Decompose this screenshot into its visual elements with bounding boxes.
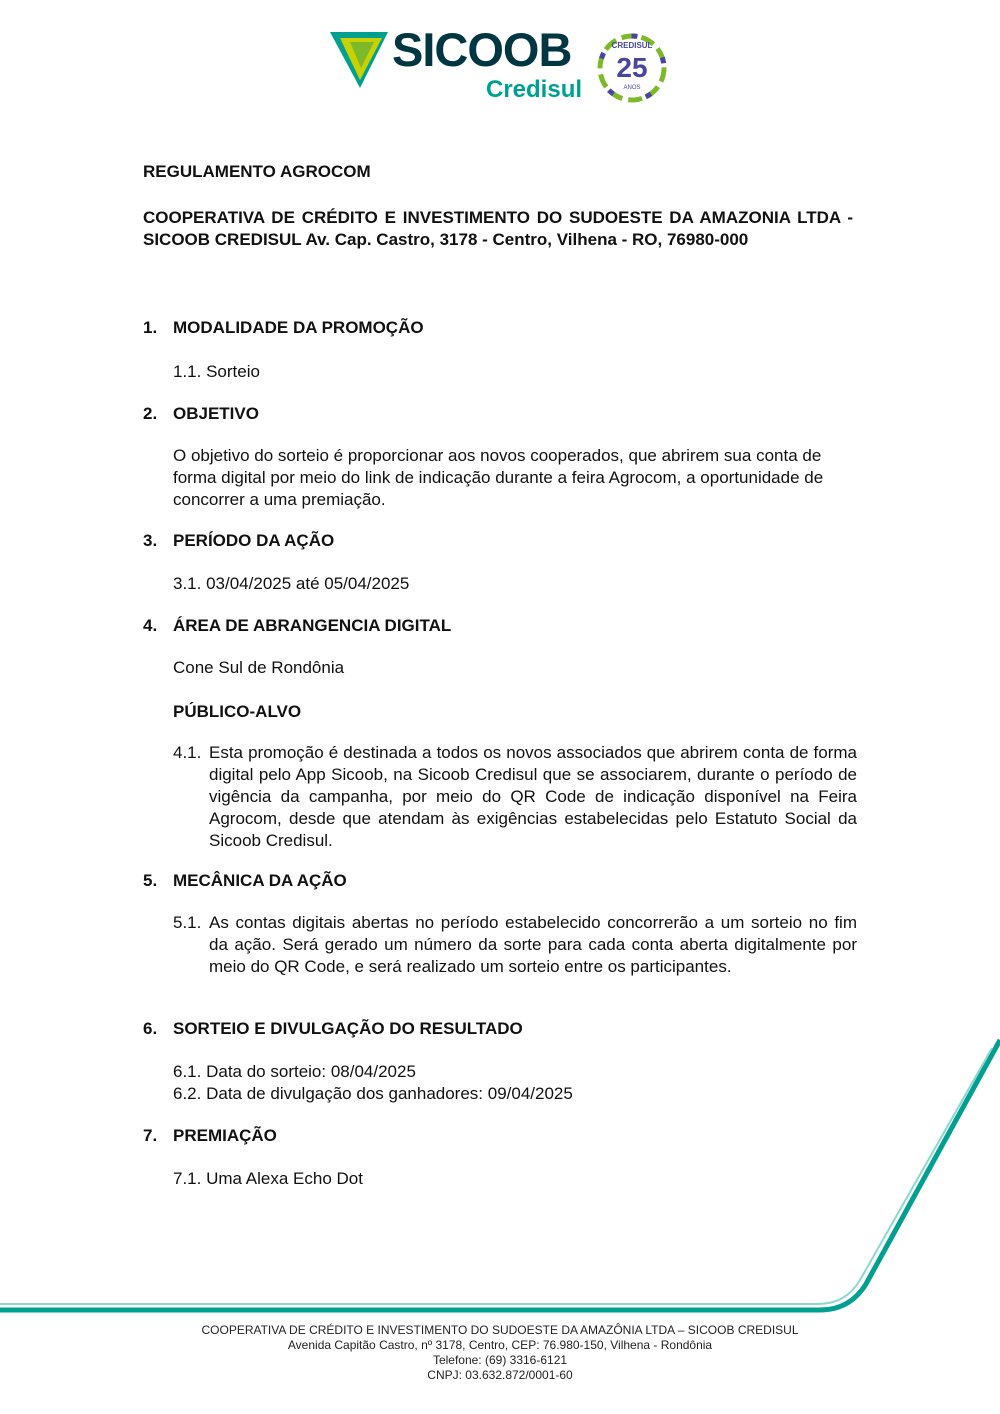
seal-top-text: CREDISUL: [611, 41, 653, 50]
item-number: 3.1.: [173, 574, 202, 593]
item-4-1: [173, 742, 857, 852]
section-1-heading: [143, 318, 424, 338]
item-number: 5.1.: [173, 913, 202, 932]
objective-paragraph: O objetivo do sorteio é proporcionar aos novos cooperados, que abrirem sua conta de forma digital por meio do link de indicação durante a feira Agrocom, a oportunidade de concorrer a uma premiação.: [173, 446, 824, 509]
section-title: PERÍODO DA AÇÃO: [173, 531, 335, 550]
section-title: OBJETIVO: [173, 404, 259, 423]
section-title: PREMIAÇÃO: [173, 1126, 277, 1145]
item-number: 4.1.: [173, 743, 202, 762]
item-6-2: [173, 1084, 573, 1104]
section-4-heading: [143, 616, 451, 636]
section-title: MECÂNICA DA AÇÃO: [173, 871, 347, 890]
section-7-heading: [143, 1126, 277, 1146]
section-title: ÁREA DE ABRANGENCIA DIGITAL: [173, 616, 452, 635]
section-number: 3.: [143, 531, 158, 550]
document-title: REGULAMENTO AGROCOM: [143, 162, 371, 181]
item-1-1: [173, 362, 260, 382]
seal-bottom-text: ANOS: [623, 85, 641, 91]
item-5-1: [173, 912, 857, 978]
item-6-1: [173, 1062, 416, 1082]
item-number: 1.1.: [173, 362, 202, 381]
seal-number: 25: [616, 52, 648, 83]
footer-cnpj: CNPJ: 03.632.872/0001-60: [427, 1368, 573, 1382]
coverage-area-text: Cone Sul de Rondônia: [173, 658, 345, 677]
page-footer: [0, 1323, 1000, 1383]
section-title: SORTEIO E DIVULGAÇÃO DO RESULTADO: [173, 1019, 523, 1038]
item-text: Esta promoção é destinada a todos os novos associados que abrirem conta de forma digital pelo App Sicoob, na Sicoob Credisul que se associarem, durante o período de vigência da campanha, por meio do QR Code de indicação disponível na Feira Agrocom, desde que atendam às exigências estabelecidas pelo Estatuto Social da Sicoob Credisul.: [209, 743, 857, 850]
footer-company: COOPERATIVA DE CRÉDITO E INVESTIMENTO DO SUDOESTE DA AMAZÔNIA LTDA – SICOOB CREDISUL: [201, 1323, 799, 1337]
section-3-heading: [143, 531, 334, 551]
item-text: 03/04/2025 até 05/04/2025: [206, 574, 410, 593]
section-number: 1.: [143, 318, 158, 337]
item-3-1: [173, 574, 409, 594]
organization-header: COOPERATIVA DE CRÉDITO E INVESTIMENTO DO SUDOESTE DA AMAZONIA LTDA - SICOOB CREDISUL Av. Cap. Castro, 3178 - Centro, Vilhena - RO, 76980-000: [143, 208, 853, 249]
item-text: Uma Alexa Echo Dot: [206, 1169, 363, 1188]
item-text: Data do sorteio: 08/04/2025: [206, 1062, 416, 1081]
section-number: 4.: [143, 616, 158, 635]
item-number: 6.2.: [173, 1084, 202, 1103]
section-title: MODALIDADE DA PROMOÇÃO: [173, 318, 424, 337]
item-text: As contas digitais abertas no período estabelecido concorrerão a um sorteio no fim da ação. Será gerado um número da sorte para cada conta aberta digitalmente por meio do QR Code, e será realizado um sorteio entre os participantes.: [209, 913, 857, 976]
item-text: Data de divulgação dos ganhadores: 09/04/2025: [206, 1084, 573, 1103]
section-6-heading: [143, 1019, 523, 1039]
section-2-heading: [143, 404, 259, 424]
section-number: 5.: [143, 871, 158, 890]
item-text: Sorteio: [206, 362, 260, 381]
footer-phone: Telefone: (69) 3316-6121: [432, 1353, 568, 1367]
target-audience-heading: PÚBLICO-ALVO: [173, 702, 302, 721]
item-7-1: [173, 1169, 363, 1189]
item-number: 7.1.: [173, 1169, 202, 1188]
footer-address: Avenida Capitão Castro, nº 3178, Centro, CEP: 76.980-150, Vilhena - Rondônia: [287, 1338, 713, 1352]
section-number: 7.: [143, 1126, 158, 1145]
section-number: 2.: [143, 404, 158, 423]
item-number: 6.1.: [173, 1062, 202, 1081]
logo-subbrand: Credisul: [486, 76, 583, 103]
section-number: 6.: [143, 1019, 158, 1038]
logo-brand: SICOOB: [392, 23, 572, 76]
section-5-heading: [143, 871, 347, 891]
